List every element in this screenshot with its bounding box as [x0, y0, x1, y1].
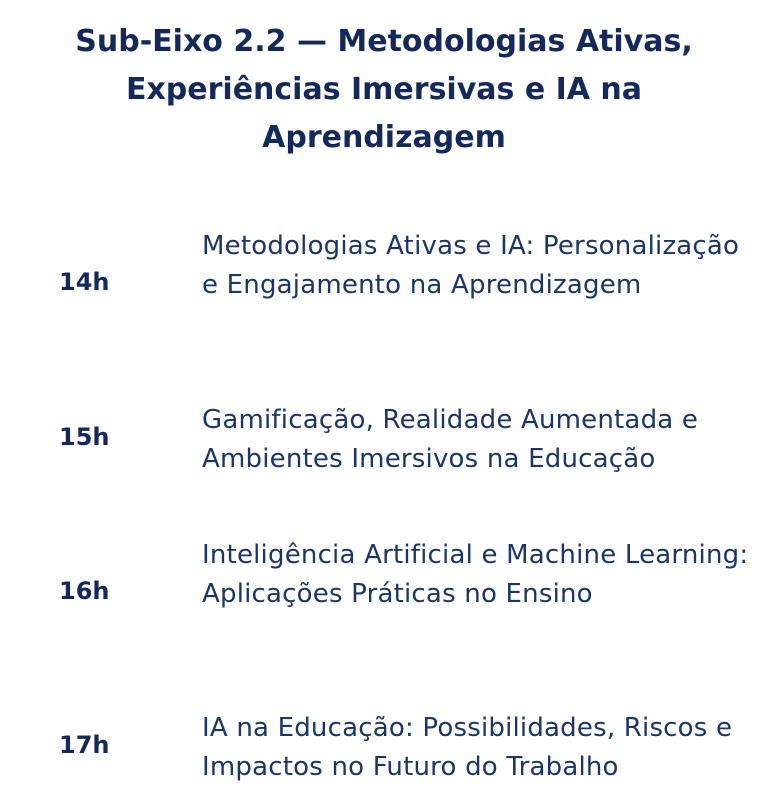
session-time: 16h: [59, 577, 110, 605]
session-topic: Metodologias Ativas e IA: Personalização e Engajamento na Aprendizagem: [202, 231, 740, 300]
session-topic: Gamificação, Realidade Aumentada e Ambientes Imersivos na Educação: [202, 405, 699, 474]
session-topic: IA na Educação: Possibilidades, Riscos e Impactos no Futuro do Trabalho: [202, 713, 733, 782]
page-title: Sub-Eixo 2.2 — Metodologias Ativas, Experiências Imersivas e IA na Aprendizagem: [75, 24, 693, 155]
session-time: 15h: [59, 423, 110, 451]
session-topic: Inteligência Artificial e Machine Learning: Aplicações Práticas no Ensino: [202, 540, 749, 609]
session-time: 14h: [59, 268, 110, 296]
session-time: 17h: [59, 731, 110, 759]
